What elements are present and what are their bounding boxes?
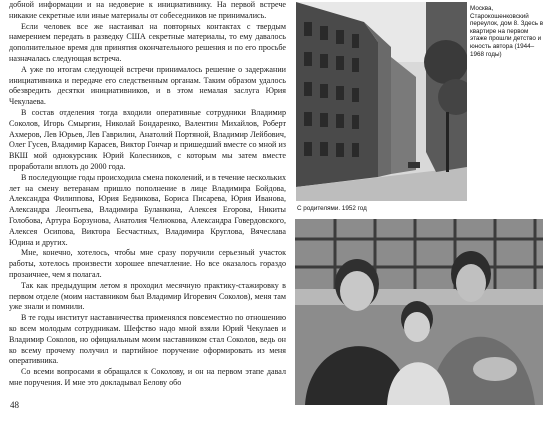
street-photo [296, 2, 467, 201]
family-photo-caption: С родителями. 1952 год [297, 205, 367, 212]
paragraph: В последующие годы происходила смена поколений, и в течение нескольких лет на смену ветеранам пришло пополнение в лице Владимира Бойдова, Александра Филиппова, Юрия Бедникова, Бориса Писарева, Юрия Иванова, Александра Леонтьева, Владимира Буланкина, Алексея Егорова, Никиты Голобова, Артура Борзунова, Анатолия Челнокова, Александра Говердовского, Алексея Осипова, Виктора Бесчастных, Владимира Круглова, Вячеслава Юдина и других. [9, 172, 286, 247]
paragraph: Так как предыдущим летом я проходил месячную практику-стажировку в первом отделе (моим наставником был Владимир Игоревич Соколов), меня там уже знали и помнили. [9, 280, 286, 312]
paragraph: Мне, конечно, хотелось, чтобы мне сразу поручили серьезный участок работы, хотелось произвести хорошее впечатление. Но все оказалось гораздо прозаичнее, чем я полагал. [9, 248, 286, 279]
page-number: 48 [10, 400, 19, 410]
paragraph: В те годы институт наставничества применялся повсеместно по отношению ко всем молодым сотрудникам. Шефство надо мной взяли Юрий Чекулаев и Владимир Соколов, но официальным моим наставником стал Соколов, ведь он ко всему прочему получил и партийное поручение оформировать из меня оперативника. [9, 313, 286, 366]
paragraph: Если человек все же настаивал на повторных контактах с твердым намерением передать в разведку США секретные материалы, то ему давалось дополнительное время для принятия окончательного решения и по его просьбе назначалась следующая встреча. [9, 21, 286, 63]
text-column [9, 0, 286, 400]
paragraph: добной информации и на недоверие к инициативнику. На первой встрече никакие секретные или иные материалы от собеседников не принимались. [9, 0, 286, 20]
paragraph: А уже по итогам следующей встречи принималось решение о задержании инициативника и передаче его следственным органам. Таким образом удалось обезвредить десятки инициативников, и в этом немалая заслуга Юрия Чекулаева. [9, 64, 286, 107]
paragraph: Со всеми вопросами я обращался к Соколову, и он на первом этапе давал мне поручения. И мне это докладывал Белову обо [9, 367, 286, 387]
paragraph: В состав отделения тогда входили оперативные сотрудники Владимир Соколов, Игорь Смыргин, Николай Бондаренко, Валентин Михайлов, Роберт Ахмеров, Лев Юрьев, Лев Гаврилин, Анатолий Портяной, Владимир Лейбович, Олег Гусев, Владимир Карасев, Виктор Гончар и пришедший вместе со мной из ВКШ мой однокурсник Юрий Колесников, с которым мы затем вместе проработали вплоть до 2000 года. [9, 107, 286, 171]
street-photo-caption: Москва, Старокошенковский переулок, дом 8. Здесь в квартире на первом этаже прошли детство и юность автора (1944–1968 годы) [470, 5, 544, 58]
family-photo [295, 219, 543, 405]
